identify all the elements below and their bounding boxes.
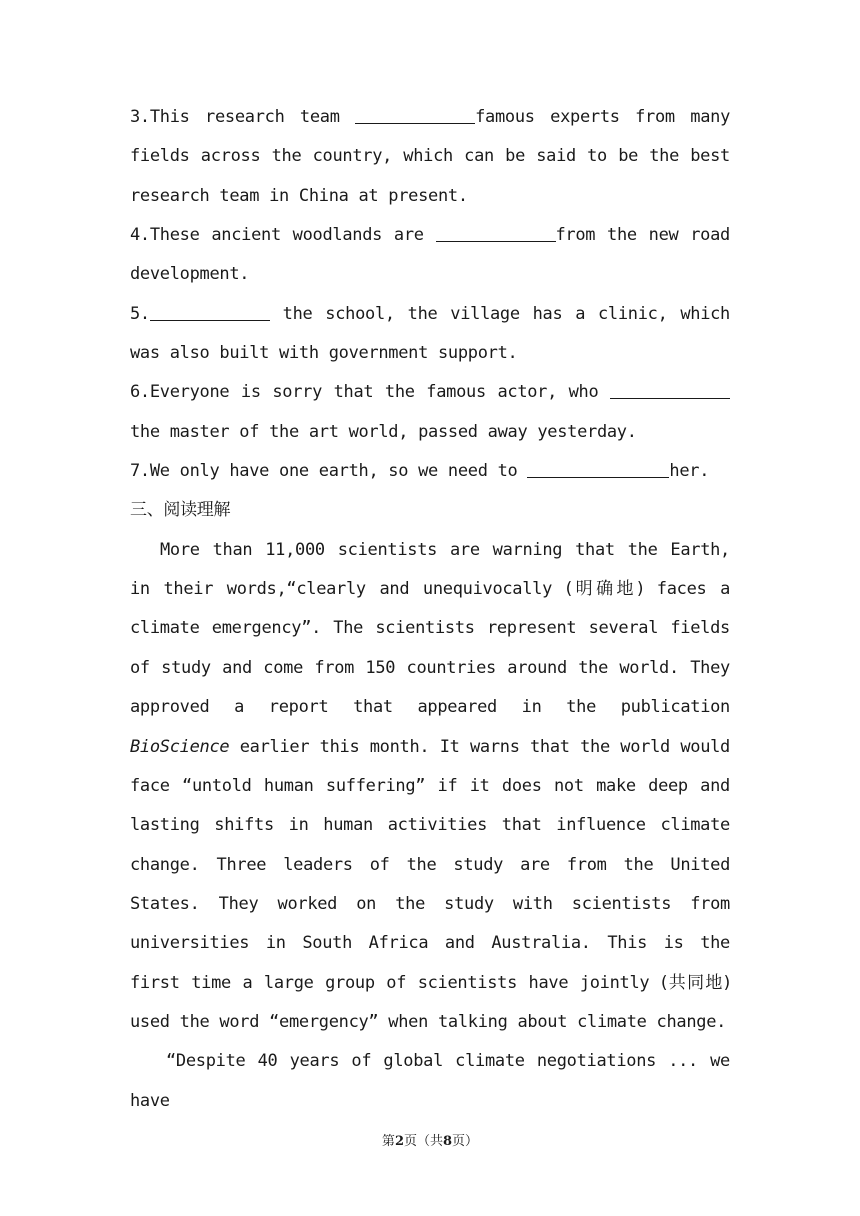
exercise-7 [130,452,730,491]
footer-middle: 页（共 [403,1134,443,1149]
exercise-text-before: This research team [149,107,356,127]
current-page-number: 2 [394,1134,404,1149]
answer-blank[interactable] [355,105,475,124]
exercise-4 [130,216,730,295]
exercise-number: 4. [130,225,150,246]
answer-blank[interactable] [150,302,270,321]
reading-text: More than 11,000 scientists are warning that the Earth, in their words,“clearly and unequivocally [130,539,730,600]
footer-prefix: 第 [381,1134,395,1149]
document-body [130,98,730,1121]
gloss-chinese: (共同地) [660,972,730,993]
exercise-text-after: the master of the art world, passed away yesterday. [130,421,637,442]
exercise-number: 6. [130,382,150,403]
reading-paragraph-2: “Despite 40 years of global climate negotiations ... we have [130,1051,730,1111]
reading-text: earlier this month. It warns that the world would face “untold human suffering” if it does not make deep and lasting shifts in human activities that influence climate change. Three leaders of the study are from the United States. They worked on the study with scientists from universities in South Africa and Australia. This is the first time a large group of scientists have jointly [130,736,730,993]
exercise-text-after: her. [669,461,710,482]
exercise-text-before: We only have one earth, so we need to [149,461,528,482]
exercise-text-after: the school, the village has a clinic, which was also built with government support. [130,303,730,364]
footer-suffix: 页） [452,1134,479,1149]
exercise-number: 7. [130,461,150,482]
exercise-text-after: from the new road development. [130,225,730,285]
exercise-3 [130,98,730,216]
exercise-number: 5. [130,303,150,324]
section-title: 三、阅读理解 [130,500,231,521]
exercise-text-before: These ancient woodlands are [149,225,436,246]
answer-blank[interactable] [436,223,556,242]
reading-text: faces a climate emergency”. The scientists represent several fields of study and come from 150 countries around the world. They approved a report that appeared in the publication [130,579,731,718]
exercise-6 [130,373,730,452]
answer-blank[interactable] [527,459,669,478]
reading-paragraph-1 [130,531,730,1042]
exercise-5 [130,295,730,374]
publication-name: BioScience [130,736,230,757]
reading-text: used the word “emergency” when talking about climate change. [130,1011,727,1032]
page-footer [0,1130,860,1149]
gloss-chinese: (明确地) [565,579,644,600]
exercise-text-before: Everyone is sorry that the famous actor, who [149,382,610,403]
total-page-count: 8 [443,1134,453,1149]
exercise-text-after: famous experts from many fields across the country, which can be said to be the best research team in China at present. [130,107,731,206]
exercise-number: 3. [130,107,150,127]
answer-blank[interactable] [610,380,730,399]
